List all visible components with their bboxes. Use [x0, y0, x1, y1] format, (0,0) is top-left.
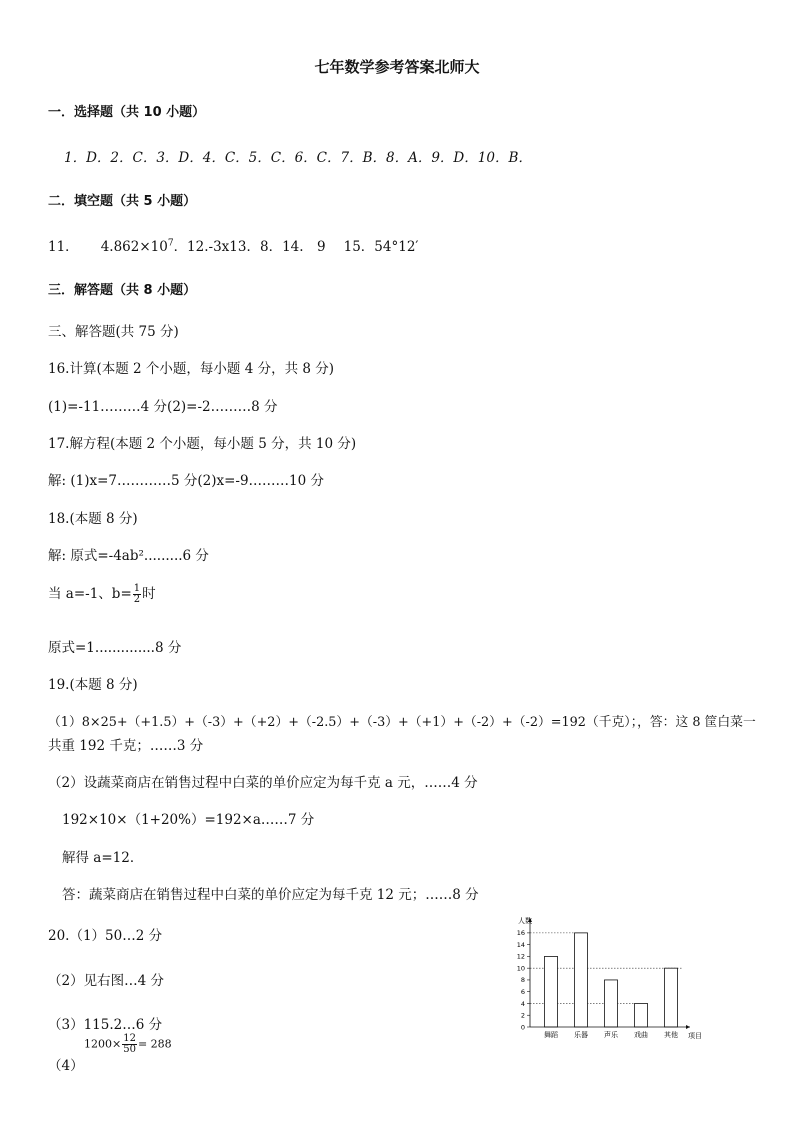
y-tick-label: 10 — [516, 964, 525, 973]
answer-15: 15．54°12′ — [343, 239, 419, 255]
fill-answers — [48, 235, 418, 255]
page-title: 七年数学参考答案北师大 — [314, 58, 480, 76]
answer-11-label: 11． — [48, 239, 79, 255]
chart-y-axis-label: 人数 — [518, 917, 532, 925]
fraction-numerator: 1 — [133, 583, 141, 594]
bar-其他 — [665, 968, 678, 1027]
section-choice-heading: 一．选择题（共 10 小题） — [48, 105, 206, 120]
q17-answer: 解: (1)x=7…………5 分(2)x=-9………10 分 — [48, 473, 325, 489]
answers-12-14: ．12.-3x13．8．14. 9 — [173, 239, 326, 255]
chart-x-axis-label: 项目 — [688, 1032, 702, 1040]
q17-title: 17.解方程(本题 2 个小题，每小题 5 分，共 10 分) — [48, 436, 357, 452]
chart-y-ticks — [517, 929, 530, 1031]
q19-part2: （2）设蔬菜商店在销售过程中白菜的单价应定为每千克 a 元，……4 分 — [48, 775, 478, 791]
q16-title: 16.计算(本题 2 个小题，每小题 4 分，共 8 分) — [48, 361, 335, 377]
fraction-one-half — [133, 584, 141, 605]
x-axis-arrow — [686, 1025, 690, 1029]
q18-substitute-suffix: 时 — [142, 586, 156, 602]
q20-part3: （3）115.2…6 分 — [48, 1017, 163, 1033]
fraction-denominator: 2 — [133, 594, 141, 605]
q18-simplify: 解: 原式=-4ab².........6 分 — [48, 548, 209, 564]
choice-answers: 1．D．2．C．3．D．4．C．5．C．6．C．7．B．8．A．9．D．10．B． — [64, 150, 532, 166]
x-label-其他: 其他 — [664, 1031, 678, 1039]
chart-bars — [545, 933, 678, 1027]
y-tick-label: 16 — [516, 929, 525, 938]
y-tick-label: 4 — [520, 999, 525, 1008]
q16-answer: (1)=-11………4 分(2)=-2………8 分 — [48, 399, 278, 415]
q19-equation: 192×10×（1+20%）=192×a……7 分 — [62, 812, 315, 828]
fraction-numerator: 12 — [123, 1033, 136, 1044]
q19-conclusion: 答：蔬菜商店在销售过程中白菜的单价应定为每千克 12 元；……8 分 — [62, 887, 479, 903]
formula-prefix: 1200× — [84, 1037, 122, 1051]
chart-x-labels — [544, 1030, 678, 1039]
x-label-戏曲: 戏曲 — [634, 1031, 648, 1039]
q20-part4-label: （4） — [48, 1058, 84, 1074]
answer-11-exponent: 7 — [167, 238, 174, 249]
bar-chart — [508, 912, 718, 1047]
section-fill-heading: 二．填空题（共 5 小题） — [48, 194, 197, 209]
y-tick-label: 8 — [520, 976, 525, 985]
fraction-12-50 — [122, 1034, 137, 1055]
section-solve-heading: 三．解答题（共 8 小题） — [48, 283, 197, 298]
bar-声乐 — [605, 980, 618, 1027]
q18-substitute-text: 当 a=-1、b= — [48, 586, 132, 602]
fraction-denominator: 50 — [123, 1044, 136, 1055]
q19-title: 19.(本题 8 分) — [48, 677, 138, 693]
y-tick-label: 12 — [516, 952, 525, 961]
bar-乐器 — [575, 933, 588, 1027]
answer-11-base: 4.862×10 — [100, 239, 168, 255]
q18-substitute — [48, 582, 156, 605]
y-tick-label: 6 — [520, 988, 525, 997]
q19-part1-line2: 共重 192 千克；……3 分 — [48, 738, 204, 754]
q18-result: 原式=1..............8 分 — [48, 640, 182, 656]
q20-part2: （2）见右图…4 分 — [48, 973, 164, 989]
q20-part1: 20.（1）50…2 分 — [48, 928, 163, 944]
q20-part4-formula — [84, 1034, 172, 1055]
q19-solution: 解得 a=12． — [62, 850, 144, 866]
x-label-声乐: 声乐 — [604, 1031, 618, 1039]
q18-title: 18.(本题 8 分) — [48, 511, 138, 527]
solve-subheading: 三、解答题(共 75 分) — [48, 324, 179, 340]
formula-result: = 288 — [137, 1037, 172, 1051]
y-tick-label: 0 — [520, 1023, 525, 1032]
x-label-乐器: 乐器 — [574, 1031, 588, 1039]
bar-舞蹈 — [545, 956, 558, 1027]
x-label-舞蹈: 舞蹈 — [544, 1031, 558, 1039]
q19-part1-line1: （1）8×25+（+1.5）+（-3）+（+2）+（-2.5）+（-3）+（+1）+（-2）+（-2）=192（千克）；，答：这 8 筐白菜一 — [48, 715, 756, 730]
y-tick-label: 2 — [520, 1011, 525, 1020]
y-tick-label: 14 — [516, 940, 525, 949]
bar-戏曲 — [635, 1003, 648, 1027]
